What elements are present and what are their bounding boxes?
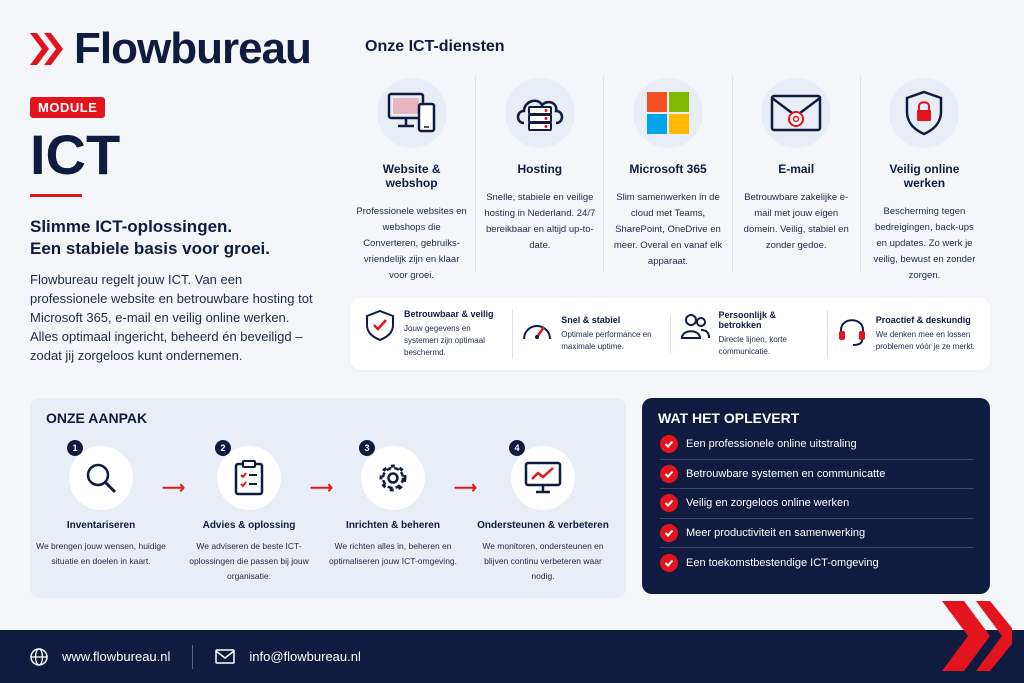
service-name: Website & webshop	[382, 162, 441, 190]
step-name: Inventariseren	[66, 520, 136, 531]
check-icon	[660, 524, 678, 542]
feature-desc: Optimale performance en maximale uptime.	[561, 330, 652, 351]
mail-icon	[215, 649, 235, 664]
module-badge: MODULE	[30, 97, 105, 118]
outcomes-list	[660, 430, 974, 578]
footer	[0, 630, 1024, 683]
checklist-icon	[234, 460, 264, 496]
gear-icon	[375, 460, 411, 496]
outcome-text: Een toekomstbestendige ICT-omgeving	[686, 556, 879, 569]
email-link[interactable]: info@flowbureau.nl	[249, 649, 361, 664]
outcome-text: Een professionele online uitstraling	[686, 438, 857, 451]
step-icon-circle	[361, 443, 425, 510]
people-icon	[679, 310, 711, 342]
feature-title: Proactief & deskundig	[875, 315, 971, 325]
step-number: 3	[359, 440, 375, 456]
flowbureau-logo-icon	[30, 29, 66, 69]
approach-panel	[30, 398, 626, 598]
step-number: 2	[215, 440, 231, 456]
page-title: ICT	[30, 123, 121, 186]
service-website	[348, 76, 476, 281]
outcome-text: Meer productiviteit en samenwerking	[686, 526, 866, 539]
microsoft-logo-icon	[633, 78, 703, 148]
feature-title: Snel & stabiel	[561, 315, 621, 325]
check-icon	[660, 554, 678, 572]
arrow-right-icon: ⟶	[454, 480, 477, 497]
check-icon	[660, 494, 678, 512]
outcome-item	[660, 489, 974, 519]
globe-icon	[30, 648, 48, 666]
step-icon-circle	[69, 443, 133, 510]
step-icon-circle	[217, 443, 281, 510]
speedometer-icon	[521, 315, 553, 347]
service-name: Microsoft 365	[629, 162, 707, 176]
outcome-item	[660, 519, 974, 549]
approach-step	[472, 442, 614, 584]
tagline-line-2: Een stabiele basis voor groei.	[30, 239, 270, 258]
service-microsoft-365	[604, 76, 732, 272]
footer-divider	[192, 645, 193, 669]
tagline	[30, 216, 330, 260]
website-link[interactable]: www.flowbureau.nl	[62, 649, 171, 664]
tagline-line-1: Slimme ICT-oplossingen.	[30, 217, 233, 236]
intro-text: Flowbureau regelt jouw ICT. Van een professionele website en betrouwbare hosting tot Microsoft 365, e-mail en veilig online werken. Alles optimaal ingericht, beheerd én beveiligd – zodat jij zorgeloos kunt ondernemen.	[30, 272, 313, 363]
service-desc: Bescherming tegen bedreigingen, back-ups en updates. Zo werk je veilig, bewust en zonder zorgen.	[873, 206, 976, 281]
feature-title: Betrouwbaar & veilig	[404, 309, 494, 319]
email-icon	[761, 78, 831, 148]
service-name: Hosting	[517, 162, 563, 176]
step-name: Inrichten & beheren	[346, 520, 440, 531]
brand-name: Flowbureau	[74, 24, 311, 73]
outcome-item	[660, 548, 974, 578]
step-icon-circle	[511, 443, 575, 510]
step-name: Ondersteunen & verbeteren	[477, 520, 609, 531]
arrow-right-icon: ⟶	[162, 480, 185, 497]
monitor-chart-icon	[524, 461, 562, 495]
check-icon	[660, 435, 678, 453]
footer-website[interactable]	[30, 648, 170, 666]
service-hosting	[476, 76, 604, 272]
features-bar	[350, 298, 990, 370]
approach-step	[30, 442, 172, 569]
approach-step	[322, 442, 464, 569]
service-desc: Professionele websites en webshops die Converteren, gebruiks-vriendelijk zijn en klaar voor groei.	[356, 206, 467, 281]
feature-desc: We denken mee en lossen problemen vóór je ze merkt.	[875, 330, 975, 351]
cloud-server-icon	[505, 78, 575, 148]
headset-icon	[836, 315, 868, 347]
services-title: Onze ICT-diensten	[365, 38, 505, 55]
step-desc: We adviseren de beste ICT-oplossingen die passen bij jouw organisatie.	[189, 541, 309, 581]
magnifier-icon	[84, 461, 118, 495]
footer-email[interactable]	[215, 649, 360, 664]
service-desc: Slim samenwerken in de cloud met Teams, SharePoint, OneDrive en meer. Overal en vanaf elk apparaat.	[613, 192, 723, 267]
services-list	[348, 76, 988, 281]
service-name: Veilig online werken	[889, 162, 960, 190]
feature-title: Persoonlijk & betrokken	[718, 310, 777, 330]
feature-item	[513, 315, 670, 353]
shield-lock-icon	[889, 78, 959, 148]
step-desc: We richten alles in, beheren en optimaliseren jouw ICT-omgeving.	[328, 541, 458, 566]
service-desc: Snelle, stabiele en veilige hosting in Nederland. 24/7 bereikbaar en altijd up-to-date.	[484, 192, 596, 251]
feature-item	[671, 310, 828, 358]
step-number: 4	[509, 440, 525, 456]
service-desc: Betrouwbare zakelijke e-mail met jouw eigen domein. Veilig, stabiel en zonder gedoe.	[743, 192, 849, 251]
arrow-right-icon: ⟶	[310, 480, 333, 497]
outcomes-panel	[642, 398, 990, 594]
step-name: Advies & oplossing	[202, 520, 296, 531]
outcomes-title: WAT HET OPLEVERT	[658, 410, 800, 426]
service-security	[861, 76, 988, 281]
approach-step	[178, 442, 320, 584]
check-icon	[660, 465, 678, 483]
service-name: E-mail	[778, 162, 815, 176]
approach-title: ONZE AANPAK	[46, 410, 148, 426]
outcome-item	[660, 460, 974, 490]
shield-check-icon	[364, 309, 396, 341]
brand-logo	[30, 24, 311, 74]
title-divider	[30, 194, 82, 197]
outcome-text: Veilig en zorgeloos online werken	[686, 497, 850, 510]
feature-desc: Jouw gegevens en systemen zijn optimaal beschermd.	[404, 324, 485, 357]
service-email	[733, 76, 861, 272]
feature-item	[356, 309, 513, 359]
outcome-item	[660, 430, 974, 460]
feature-item	[828, 315, 984, 353]
brand-chevrons-icon	[942, 601, 1012, 671]
outcome-text: Betrouwbare systemen en communicatte	[686, 467, 886, 480]
step-desc: We monitoren, ondersteunen en blijven continu verbeteren waar nodig.	[482, 541, 604, 581]
step-desc: We brengen jouw wensen, huidige situatie en doelen in kaart.	[36, 541, 166, 566]
feature-desc: Directe lijnen, korte communicatie.	[718, 335, 787, 356]
devices-icon	[377, 78, 447, 148]
step-number: 1	[67, 440, 83, 456]
